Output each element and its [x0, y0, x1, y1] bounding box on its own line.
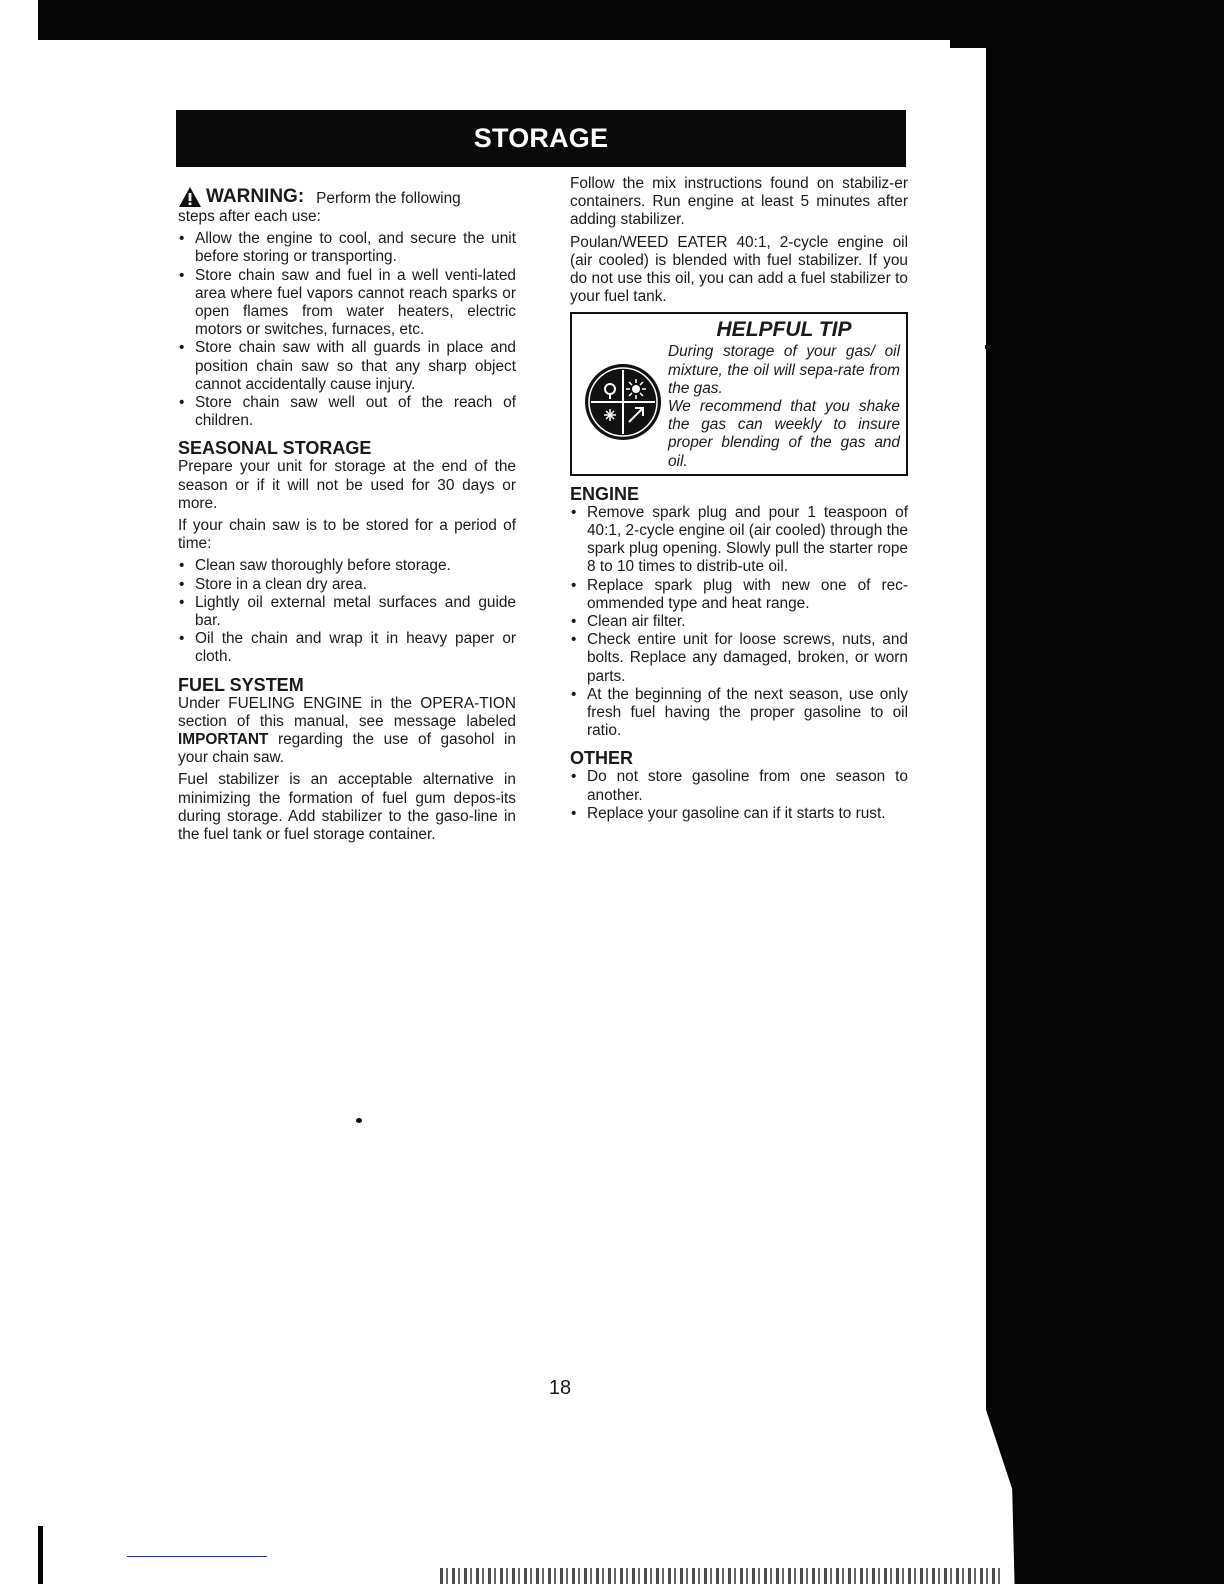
list-item: • Lightly oil external metal surfaces and guide bar. [178, 594, 516, 630]
seasonal-storage-heading: SEASONAL STORAGE [178, 438, 372, 459]
warning-line [178, 186, 516, 208]
fuel-system-heading: FUEL SYSTEM [178, 674, 304, 695]
list-item: • Replace your gasoline can if it starts to rust. [570, 805, 908, 823]
other-heading: OTHER [570, 748, 633, 769]
list-item: • Clean air filter. [570, 613, 908, 631]
fuel-paragraph-3: Follow the mix instructions found on stabiliz-er containers. Run engine at least 5 minutes after adding stabilizer. [570, 175, 908, 229]
page-title: STORAGE [473, 123, 609, 153]
warning-list [178, 230, 516, 430]
list-item: • Replace spark plug with new one of rec-ommended type and heat range. [570, 577, 908, 613]
list-item: • Store chain saw with all guards in place and position chain saw so that any sharp object cannot accidentally cause injury. [178, 339, 516, 394]
fuel-p1-text-end: regarding the use of gasohol in your chain saw. [178, 731, 516, 767]
right-column [570, 175, 908, 827]
fuel-paragraph-4: Poulan/WEED EATER 40:1, 2-cycle engine oil (air cooled) is blended with fuel stabilizer. If you do not use this oil, you can add a fuel stabilizer to your fuel tank. [570, 233, 908, 306]
four-seasons-icon [583, 362, 663, 442]
stray-dot [356, 1118, 362, 1123]
tip-body [668, 318, 900, 470]
scan-line-bottom [127, 1556, 267, 1557]
seasonal-intro: Prepare your unit for storage at the end of the season or if it will not be used for 30 days or more. [178, 458, 516, 512]
list-item: • Remove spark plug and pour 1 teaspoon of 40:1, 2-cycle engine oil (air cooled) through the spark plug opening. Slowly pull the starter rope 8 to 10 times to distrib-ute oil. [570, 504, 908, 577]
list-item: • Store in a clean dry area. [178, 576, 516, 594]
warning-label: WARNING: [206, 186, 305, 207]
list-item: • Allow the engine to cool, and secure the unit before storing or transporting. [178, 230, 516, 266]
tip-graphic [578, 318, 668, 470]
list-item: • Check entire unit for loose screws, nuts, and bolts. Replace any damaged, broken, or worn parts. [570, 631, 908, 686]
list-item: • At the beginning of the next season, use only fresh fuel having the proper gasoline to oil ratio. [570, 686, 908, 741]
tip-title: HELPFUL TIP [716, 318, 852, 342]
stray-dot-right [985, 345, 991, 349]
helpful-tip-box [570, 312, 908, 475]
list-item: • Clean saw thoroughly before storage. [178, 557, 516, 575]
scan-mark-left [38, 1526, 43, 1584]
seasonal-list [178, 557, 516, 666]
fuel-p1-important: IMPORTANT [178, 731, 269, 749]
scan-noise-bottom [440, 1568, 1000, 1584]
list-item: • Do not store gasoline from one season to another. [570, 768, 908, 804]
fuel-paragraph-1 [178, 695, 516, 768]
list-item: • Oil the chain and wrap it in heavy paper or cloth. [178, 630, 516, 666]
warning-text: Perform the following [316, 189, 461, 207]
fuel-paragraph-2: Fuel stabilizer is an acceptable alternative in minimizing the formation of fuel gum depos-its during storage. Add stabilizer to the gaso-line in the fuel tank or fuel storage container. [178, 771, 516, 844]
list-item: • Store chain saw well out of the reach of children. [178, 394, 516, 430]
seasonal-period: If your chain saw is to be stored for a period of time: [178, 517, 516, 553]
fuel-p1-text: Under FUELING ENGINE in the OPERA-TION section of this manual, see message labeled [178, 694, 516, 730]
tip-text-1: During storage of your gas/ oil mixture, the oil will sepa-rate from the gas. [668, 343, 900, 397]
other-list [570, 768, 908, 823]
warning-text-cont: steps after each use: [178, 208, 321, 225]
engine-list [570, 504, 908, 741]
left-column [178, 186, 516, 848]
scan-border-right [986, 0, 1224, 1584]
tip-text-2: We recommend that you shake the gas can weekly to insure proper blending of the gas and oil. [668, 398, 900, 470]
page-number: 18 [548, 1377, 572, 1399]
list-item: • Store chain saw and fuel in a well venti-lated area where fuel vapors cannot reach sparks or open flames from water heaters, electric motors or switches, furnaces, etc. [178, 267, 516, 340]
title-banner [176, 110, 906, 167]
engine-heading: ENGINE [570, 483, 640, 504]
warning-triangle-icon [178, 186, 202, 208]
